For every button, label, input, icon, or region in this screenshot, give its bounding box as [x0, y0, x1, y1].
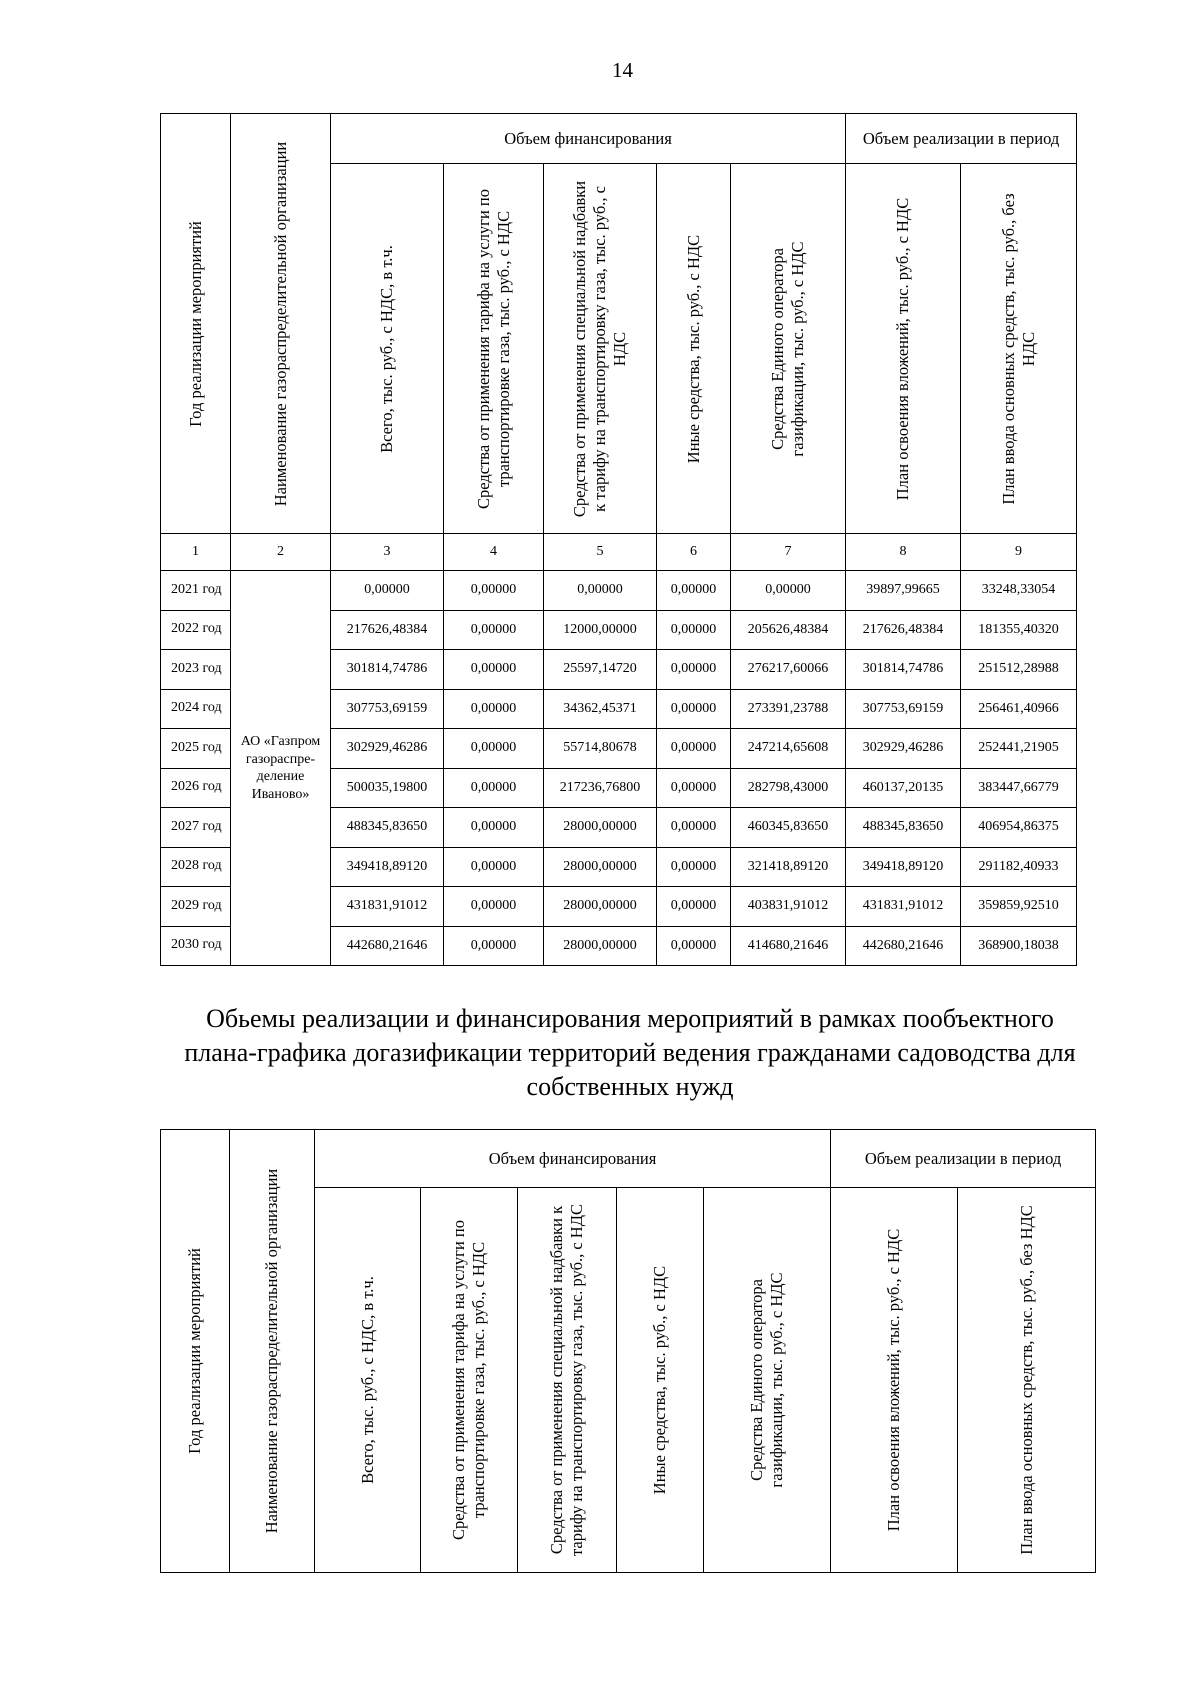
value-cell: 291182,40933: [961, 847, 1077, 887]
value-cell: 383447,66779: [961, 768, 1077, 808]
value-cell: 0,00000: [444, 887, 544, 927]
table-body: [161, 571, 1077, 966]
value-cell: 0,00000: [657, 847, 731, 887]
value-cell: 488345,83650: [846, 808, 961, 848]
financing-table-2: [160, 1129, 1096, 1573]
year-cell: 2024 год: [161, 689, 231, 729]
value-cell: 359859,92510: [961, 887, 1077, 927]
header-financing-group: Объем финансирования: [315, 1130, 831, 1188]
value-cell: 0,00000: [657, 571, 731, 611]
value-cell: 217626,48384: [846, 610, 961, 650]
value-cell: 302929,46286: [846, 729, 961, 769]
column-number: 3: [331, 534, 444, 571]
year-cell: 2027 год: [161, 808, 231, 848]
value-cell: 0,00000: [444, 571, 544, 611]
value-cell: 0,00000: [657, 650, 731, 690]
header-total: Всего, тыс. руб., с НДС, в т.ч.: [331, 164, 444, 534]
header-organization: Наименование газораспределительной организации: [231, 114, 331, 534]
value-cell: 217236,76800: [544, 768, 657, 808]
header-tariff-funds: Средства от применения тарифа на услуги по транспортировке газа, тыс. руб., с НДС: [444, 164, 544, 534]
value-cell: 488345,83650: [331, 808, 444, 848]
header-operator-funds: Средства Единого оператора газификации, тыс. руб., с НДС: [731, 164, 846, 534]
value-cell: 442680,21646: [331, 926, 444, 966]
year-cell: 2025 год: [161, 729, 231, 769]
value-cell: 251512,28988: [961, 650, 1077, 690]
header-special-surcharge: Средства от применения специальной надбавки к тарифу на транспортировку газа, тыс. руб., с НДС: [544, 164, 657, 534]
value-cell: 302929,46286: [331, 729, 444, 769]
value-cell: 403831,91012: [731, 887, 846, 927]
value-cell: 205626,48384: [731, 610, 846, 650]
column-number: 5: [544, 534, 657, 571]
value-cell: 34362,45371: [544, 689, 657, 729]
year-cell: 2028 год: [161, 847, 231, 887]
header-year: Год реализации мероприятий: [161, 114, 231, 534]
value-cell: 0,00000: [544, 571, 657, 611]
column-numbers-row: [161, 534, 1077, 571]
value-cell: 460345,83650: [731, 808, 846, 848]
value-cell: 321418,89120: [731, 847, 846, 887]
value-cell: 0,00000: [444, 729, 544, 769]
header-investment-plan: План освоения вложений, тыс. руб., с НДС: [846, 164, 961, 534]
year-cell: 2023 год: [161, 650, 231, 690]
organization-cell: АО «Газпром газораспре-деление Иваново»: [231, 571, 331, 966]
value-cell: 500035,19800: [331, 768, 444, 808]
value-cell: 256461,40966: [961, 689, 1077, 729]
year-cell: 2022 год: [161, 610, 231, 650]
table-row: [161, 571, 1077, 611]
value-cell: 247214,65608: [731, 729, 846, 769]
header-operator-funds: Средства Единого оператора газификации, тыс. руб., с НДС: [704, 1188, 831, 1573]
column-number: 1: [161, 534, 231, 571]
value-cell: 0,00000: [444, 650, 544, 690]
value-cell: 0,00000: [444, 847, 544, 887]
header-investment-plan: План освоения вложений, тыс. руб., с НДС: [831, 1188, 958, 1573]
value-cell: 33248,33054: [961, 571, 1077, 611]
value-cell: 181355,40320: [961, 610, 1077, 650]
value-cell: 276217,60066: [731, 650, 846, 690]
value-cell: 349418,89120: [846, 847, 961, 887]
value-cell: 0,00000: [657, 887, 731, 927]
value-cell: 0,00000: [444, 926, 544, 966]
year-cell: 2021 год: [161, 571, 231, 611]
financing-table-1: [160, 113, 1077, 966]
header-organization: Наименование газораспределительной организации: [230, 1130, 315, 1573]
header-financing-group: Объем финансирования: [331, 114, 846, 164]
header-year: Год реализации мероприятий: [161, 1130, 230, 1573]
header-total: Всего, тыс. руб., с НДС, в т.ч.: [315, 1188, 421, 1573]
value-cell: 0,00000: [444, 808, 544, 848]
value-cell: 0,00000: [657, 610, 731, 650]
value-cell: 12000,00000: [544, 610, 657, 650]
value-cell: 0,00000: [444, 768, 544, 808]
value-cell: 0,00000: [444, 689, 544, 729]
value-cell: 414680,21646: [731, 926, 846, 966]
value-cell: 307753,69159: [331, 689, 444, 729]
value-cell: 39897,99665: [846, 571, 961, 611]
column-number: 2: [231, 534, 331, 571]
value-cell: 0,00000: [331, 571, 444, 611]
year-cell: 2029 год: [161, 887, 231, 927]
header-asset-plan: План ввода основных средств, тыс. руб., без НДС: [961, 164, 1077, 534]
value-cell: 55714,80678: [544, 729, 657, 769]
header-tariff-funds: Средства от применения тарифа на услуги по транспортировке газа, тыс. руб., с НДС: [421, 1188, 518, 1573]
value-cell: 282798,43000: [731, 768, 846, 808]
column-number: 8: [846, 534, 961, 571]
value-cell: 28000,00000: [544, 887, 657, 927]
value-cell: 28000,00000: [544, 847, 657, 887]
header-special-surcharge: Средства от применения специальной надбавки к тарифу на транспортировку газа, тыс. руб., с НДС: [518, 1188, 617, 1573]
value-cell: 25597,14720: [544, 650, 657, 690]
value-cell: 301814,74786: [331, 650, 444, 690]
year-cell: 2030 год: [161, 926, 231, 966]
value-cell: 0,00000: [731, 571, 846, 611]
value-cell: 273391,23788: [731, 689, 846, 729]
value-cell: 217626,48384: [331, 610, 444, 650]
header-realization-group: Объем реализации в период: [846, 114, 1077, 164]
year-cell: 2026 год: [161, 768, 231, 808]
value-cell: 406954,86375: [961, 808, 1077, 848]
header-asset-plan: План ввода основных средств, тыс. руб., без НДС: [958, 1188, 1096, 1573]
value-cell: 0,00000: [444, 610, 544, 650]
value-cell: 28000,00000: [544, 808, 657, 848]
column-number: 4: [444, 534, 544, 571]
column-number: 6: [657, 534, 731, 571]
value-cell: 0,00000: [657, 729, 731, 769]
value-cell: 252441,21905: [961, 729, 1077, 769]
column-number: 7: [731, 534, 846, 571]
value-cell: 28000,00000: [544, 926, 657, 966]
value-cell: 349418,89120: [331, 847, 444, 887]
value-cell: 307753,69159: [846, 689, 961, 729]
value-cell: 431831,91012: [331, 887, 444, 927]
page-number: 14: [612, 58, 633, 82]
header-realization-group: Объем реализации в период: [831, 1130, 1096, 1188]
header-other-funds: Иные средства, тыс. руб., с НДС: [617, 1188, 704, 1573]
header-other-funds: Иные средства, тыс. руб., с НДС: [657, 164, 731, 534]
value-cell: 460137,20135: [846, 768, 961, 808]
value-cell: 0,00000: [657, 926, 731, 966]
value-cell: 0,00000: [657, 689, 731, 729]
value-cell: 368900,18038: [961, 926, 1077, 966]
value-cell: 431831,91012: [846, 887, 961, 927]
value-cell: 0,00000: [657, 808, 731, 848]
column-number: 9: [961, 534, 1077, 571]
value-cell: 0,00000: [657, 768, 731, 808]
section-title: Обьемы реализации и финансирования мероприятий в рамках пообъектного плана-графика догазификации территорий ведения гражданами садоводства для собственных нужд: [184, 1004, 1076, 1101]
value-cell: 301814,74786: [846, 650, 961, 690]
value-cell: 442680,21646: [846, 926, 961, 966]
